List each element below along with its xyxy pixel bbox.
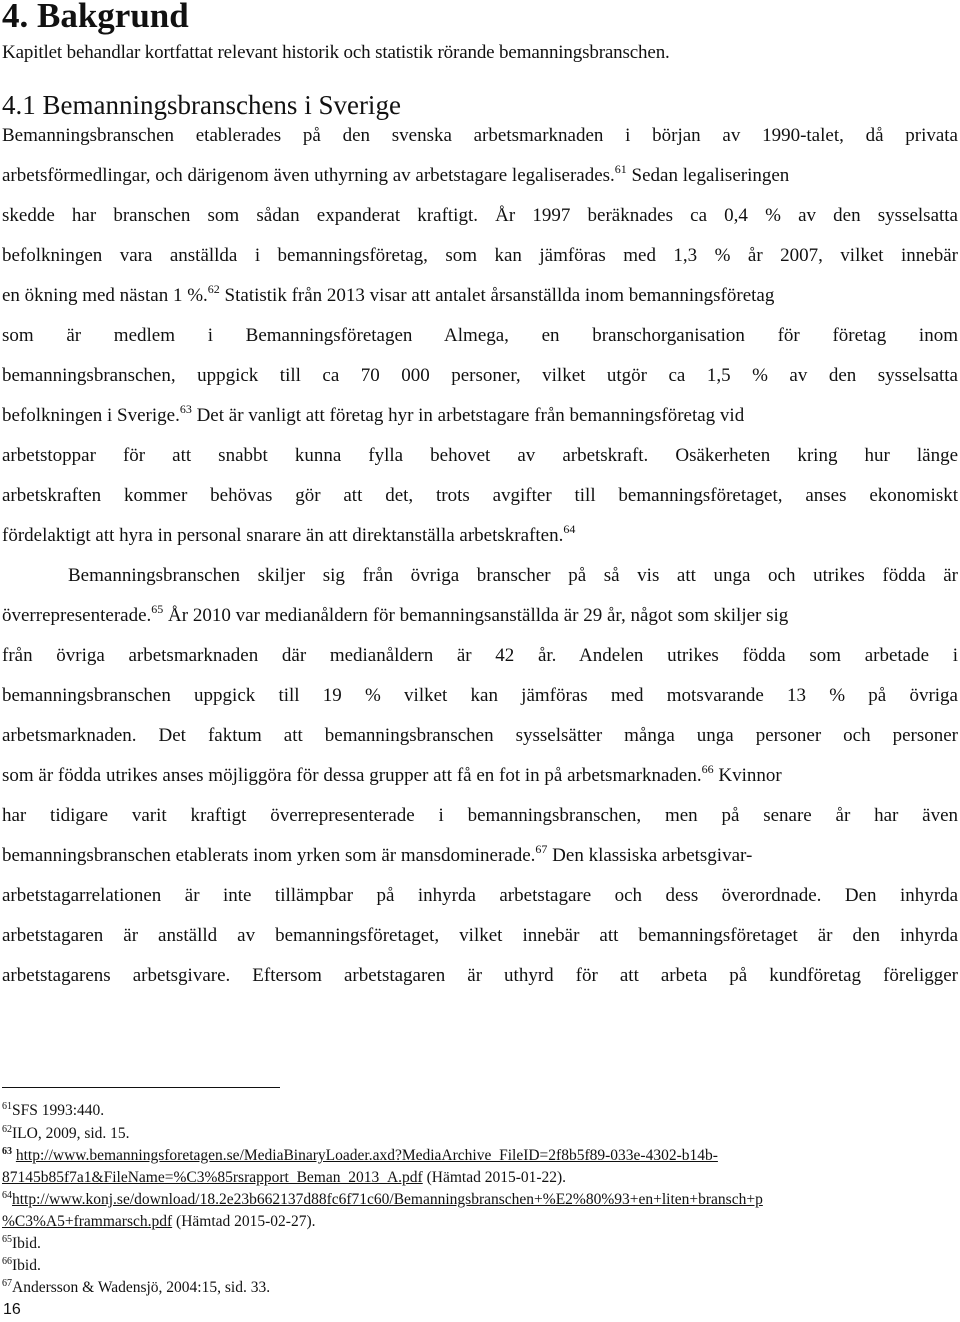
footnote-link[interactable]: http://www.konj.se/download/18.2e23b662137d88fc6f71c60/Bemanningsbranschen+%E2%80%93+en+liten+bransch+p (12, 1191, 763, 1208)
footnote: %C3%A5+frammarsch.pdf (Hämtad 2015-02-27). (2, 1213, 316, 1230)
footnote-ref: 66 (701, 762, 714, 776)
footnote-ref: 63 (179, 402, 192, 416)
page-number: 16 (3, 1301, 21, 1318)
body-line: arbetstagarens arbetsgivare. Eftersom arbetstagaren är uthyrd för att arbeta på kundföretag föreligger (2, 965, 958, 986)
footnote: $^{66}$Ibid. (2, 1256, 41, 1274)
body-line: överrepresenterade.$^{65}$ År 2010 var medianåldern för bemanningsanställda är 29 år, något som skiljer sig (2, 602, 789, 626)
body-line: bemanningsbranschen, uppgick till ca 70 000 personer, vilket utgör ca 1,5 % av den sysselsatta (2, 365, 958, 386)
footnote: $^{62}$ILO, 2009, sid. 15. (2, 1124, 130, 1142)
body-line: arbetstoppar för att snabbt kunna fylla behovet av arbetskraft. Osäkerheten kring hur länge (2, 445, 958, 466)
footnote: $^{64}$http://www.konj.se/download/18.2e23b662137d88fc6f71c60/Bemanningsbranschen+%E2%80%93+en+liten+bransch+p (2, 1190, 763, 1208)
body-line: arbetskraften kommer behövas gör att det, trots avgifter till bemanningsföretaget, anses ekonomiskt (2, 485, 958, 506)
body-line: arbetsförmedlingar, och därigenom även uthyrning av arbetstagare legaliserades.$^{61}$ Sedan legaliseringen (2, 162, 790, 186)
body-line: befolkningen vara anställda i bemanningsföretag, som kan jämföras med 1,3 % år 2007, vilket innebär (2, 245, 958, 266)
body-line: fördelaktigt att hyra in personal snarare än att direktanställa arbetskraften.$^{64}$ (2, 522, 576, 546)
footnote-link[interactable]: http://www.bemanningsforetagen.se/MediaBinaryLoader.axd?MediaArchive_FileID=2f8b5f89-033e-4302-b14b- (15, 1147, 718, 1164)
body-line: arbetsmarknaden. Det faktum att bemanningsbranschen sysselsätter många unga personer och personer (2, 725, 958, 746)
body-line: som är medlem i Bemanningsföretagen Almega, en branschorganisation för företag inom (2, 325, 958, 346)
footnote-ref: 67 (535, 842, 548, 856)
body-line: har tidigare varit kraftigt överrepresenterade i bemanningsbranschen, men på senare år har även (2, 805, 958, 826)
footnote-separator (2, 1087, 280, 1088)
body-line: bemanningsbranschen etablerats inom yrken som är mansdominerade.$^{67}$ Den klassiska arbetsgivar- (2, 842, 753, 866)
body-line: skedde har branschen som sådan expanderat kraftigt. År 1997 beräknades ca 0,4 % av den sysselsatta (2, 205, 958, 226)
chapter-intro: Kapitlet behandlar kortfattat relevant historik och statistik rörande bemanningsbranschen. (2, 42, 670, 63)
body-line: arbetstagaren är anställd av bemanningsföretaget, vilket innebär att bemanningsföretaget är den inhyrda (2, 925, 958, 946)
body-line: Bemanningsbranschen etablerades på den svenska arbetsmarknaden i början av 1990-talet, då privata (2, 125, 958, 146)
body-line: som är födda utrikes anses möjliggöra för dessa grupper att få en fot in på arbetsmarknaden.$^{66}$ Kvinnor (2, 762, 782, 786)
body-line: arbetstagarrelationen är inte tillämpbar på inhyrda arbetstagare och dess överordnade. Den inhyrda (2, 885, 958, 906)
body-line: Bemanningsbranschen skiljer sig från övriga branscher på så vis att unga och utrikes födda är (68, 565, 958, 586)
footnote-ref: 65 (151, 602, 164, 616)
chapter-title: 4. Bakgrund (2, 0, 189, 35)
footnote-ref: 62 (207, 282, 220, 296)
body-line: från övriga arbetsmarknaden där medianåldern är 42 år. Andelen utrikes födda som arbetade i (2, 645, 958, 666)
section-title: 4.1 Bemanningsbranschens i Sverige (2, 90, 401, 120)
footnote: $^{63}$ http://www.bemanningsforetagen.se/MediaBinaryLoader.axd?MediaArchive_FileID=2f8b5f89-033e-4302-b14b- (2, 1146, 718, 1164)
body-line: befolkningen i Sverige.$^{63}$ Det är vanligt att företag hyr in arbetstagare från bemanningsföretag vid (2, 402, 745, 426)
footnote-link[interactable]: 87145b85f7a1&FileName=%C3%85rsrapport_Beman_2013_A.pdf (2, 1169, 423, 1186)
body-line: en ökning med nästan 1 %.$^{62}$ Statistik från 2013 visar att antalet årsanställda inom bemanningsföretag (2, 282, 775, 306)
footnote-ref: 64 (563, 522, 576, 536)
body-line: bemanningsbranschen uppgick till 19 % vilket kan jämföras med motsvarande 13 % på övriga (2, 685, 958, 706)
footnote: $^{67}$Andersson & Wadensjö, 2004:15, sid. 33. (2, 1278, 271, 1296)
footnote: $^{61}$SFS 1993:440. (2, 1101, 105, 1119)
footnote-ref: 61 (614, 162, 627, 176)
footnote: $^{65}$Ibid. (2, 1234, 41, 1252)
footnote: 87145b85f7a1&FileName=%C3%85rsrapport_Beman_2013_A.pdf (Hämtad 2015-01-22). (2, 1169, 567, 1186)
footnote-link[interactable]: %C3%A5+frammarsch.pdf (2, 1213, 173, 1230)
